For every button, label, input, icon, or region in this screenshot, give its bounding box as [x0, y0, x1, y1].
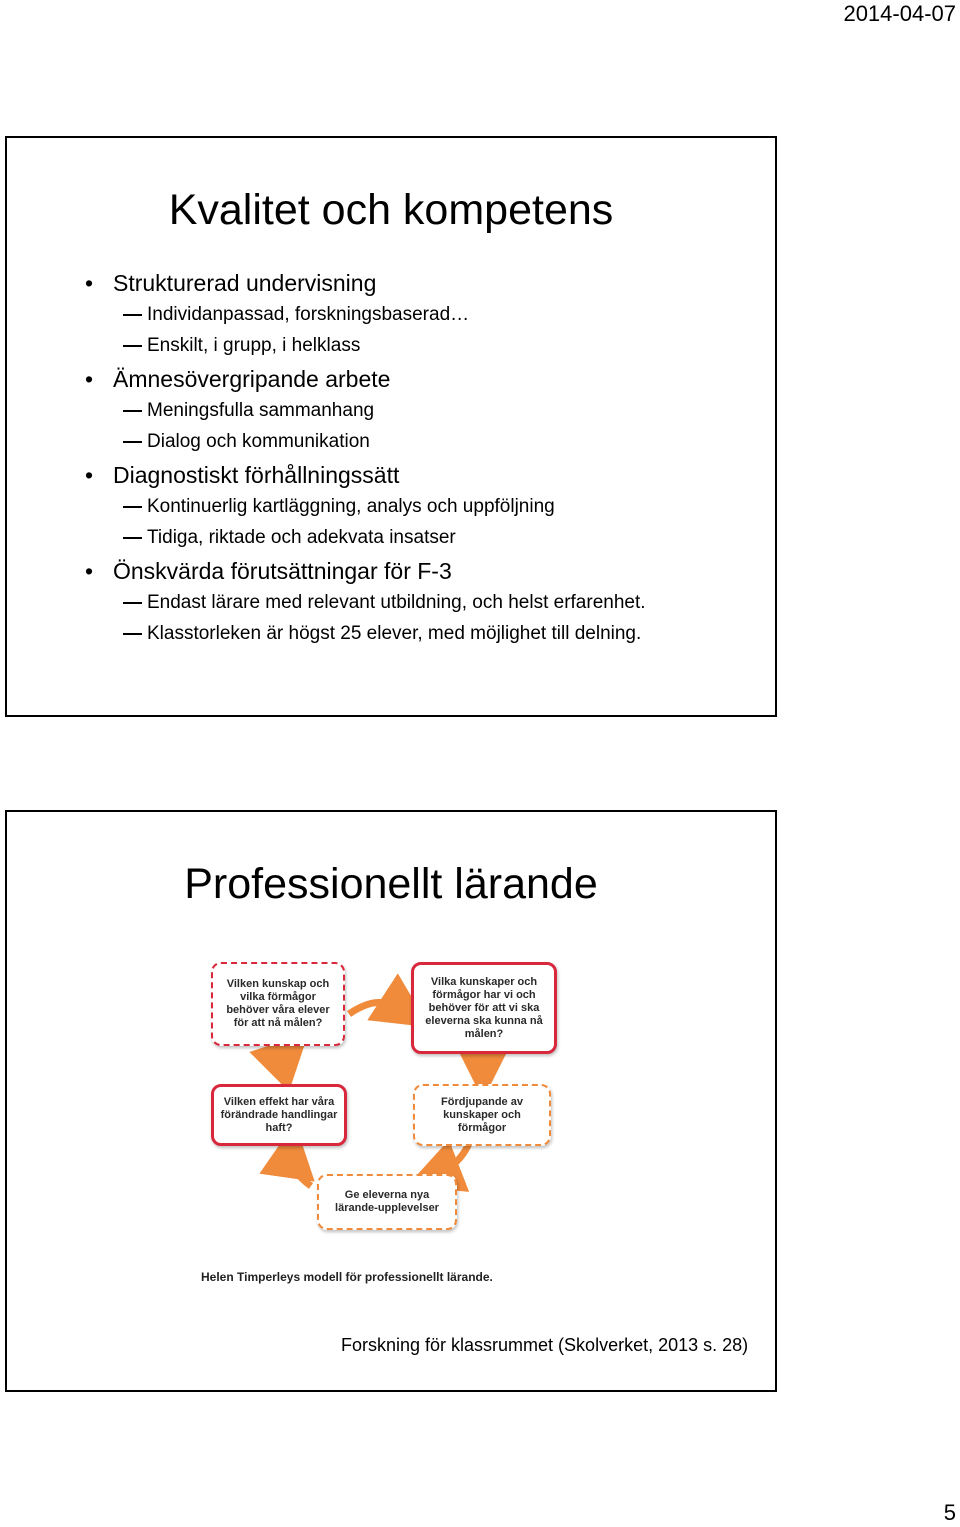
bullet-item	[85, 268, 765, 302]
dash-icon	[123, 410, 142, 412]
slide-kvalitet	[5, 136, 777, 717]
bullet-text: Kontinuerlig kartläggning, analys och uppföljning	[147, 496, 555, 517]
bullet-item	[85, 364, 765, 398]
timperley-cycle-diagram	[201, 954, 567, 1254]
dash-icon	[123, 602, 142, 604]
page-number: 5	[943, 1500, 956, 1525]
sub-bullet-item	[85, 525, 765, 556]
bullet-dot-icon: •	[85, 462, 94, 488]
arrow-left-up	[279, 1052, 289, 1074]
sub-bullet-item	[85, 333, 765, 364]
cycle-box-new-experiences: Ge eleverna nya lärande-upplevelser	[317, 1174, 457, 1230]
bullet-text: Endast lärare med relevant utbildning, och helst erfarenhet.	[147, 592, 646, 613]
slide-title: Professionellt lärande	[184, 860, 598, 908]
bullet-text: Ämnesövergripande arbete	[113, 366, 391, 392]
bullet-text: Önskvärda förutsättningar för F-3	[113, 558, 452, 584]
dash-icon	[123, 345, 142, 347]
bullet-text: Dialog och kommunikation	[147, 431, 370, 452]
sub-bullet-item	[85, 494, 765, 525]
bullet-item	[85, 460, 765, 494]
sub-bullet-item	[85, 590, 765, 621]
dash-icon	[123, 506, 142, 508]
dash-icon	[123, 314, 142, 316]
dash-icon	[123, 633, 142, 635]
bullet-text: Enskilt, i grupp, i helklass	[147, 335, 361, 356]
dash-icon	[123, 537, 142, 539]
bullet-text: Tidiga, riktade och adekvata insatser	[147, 527, 456, 548]
dash-icon	[123, 441, 142, 443]
bullet-dot-icon: •	[85, 270, 94, 296]
sub-bullet-item	[85, 302, 765, 333]
cycle-box-deepening: Fördjupande av kunskaper och förmågor	[413, 1084, 551, 1146]
diagram-caption: Helen Timperleys modell för professionellt lärande.	[201, 1270, 493, 1284]
arrow-bottom-left	[291, 1150, 311, 1186]
sub-bullet-item	[85, 398, 765, 429]
page-date: 2014-04-07	[843, 1, 956, 26]
bullet-item	[85, 556, 765, 590]
cycle-box-effect: Vilken effekt har våra förändrade handlingar haft?	[211, 1084, 347, 1146]
sub-bullet-item	[85, 621, 765, 652]
sub-bullet-item	[85, 429, 765, 460]
cycle-box-knowledge-needed: Vilken kunskap och vilka förmågor behöver våra elever för att nå målen?	[211, 962, 345, 1046]
slide-title: Kvalitet och kompetens	[168, 186, 614, 234]
bullet-text: Diagnostiskt förhållningssätt	[113, 462, 400, 488]
slide-professionellt-larande	[5, 810, 777, 1392]
bullet-text: Individanpassad, forskningsbaserad…	[147, 304, 470, 325]
bullet-dot-icon: •	[85, 366, 94, 392]
bullet-text: Strukturerad undervisning	[113, 270, 377, 296]
source-citation: Forskning för klassrummet (Skolverket, 2013 s. 28)	[341, 1335, 749, 1355]
cycle-box-own-knowledge: Vilka kunskaper och förmågor har vi och behöver för att vi ska eleverna ska kunna nå målen?	[411, 962, 557, 1054]
arrow-top	[349, 1002, 406, 1014]
bullet-dot-icon: •	[85, 558, 94, 584]
bullet-text: Klasstorleken är högst 25 elever, med möjlighet till delning.	[147, 623, 642, 644]
bullet-text: Meningsfulla sammanhang	[147, 400, 375, 421]
bullet-list	[85, 268, 765, 652]
